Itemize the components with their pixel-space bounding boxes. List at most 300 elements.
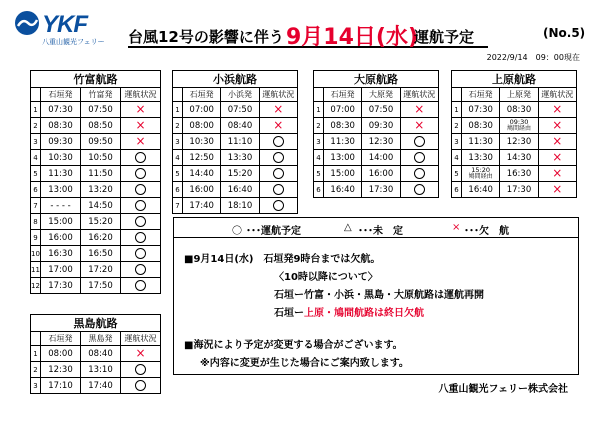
table-row	[452, 150, 577, 166]
status-cell	[121, 362, 161, 378]
operate-icon	[414, 136, 425, 147]
col-depart-island: 小浜発	[221, 88, 259, 102]
return-time: 17:30	[368, 184, 394, 195]
col-depart-ishigaki: 石垣発	[183, 88, 221, 102]
depart-cell	[41, 346, 81, 362]
status-cell	[121, 118, 161, 134]
table-row	[314, 118, 439, 134]
status-cell	[259, 182, 297, 198]
route-table-kuroshima	[30, 314, 161, 394]
operate-icon	[414, 152, 425, 163]
col-depart-ishigaki: 石垣発	[462, 88, 500, 102]
return-cell	[500, 150, 538, 166]
status-cell	[121, 134, 161, 150]
table-row	[314, 102, 439, 118]
status-cell	[259, 134, 297, 150]
row-number: 11	[31, 262, 41, 278]
return-cell	[362, 102, 400, 118]
cancel-icon: ×	[414, 118, 425, 133]
operate-icon	[414, 168, 425, 179]
cancel-icon: ×	[552, 182, 563, 197]
row-number: 3	[31, 134, 41, 150]
return-time: 08:50	[88, 120, 113, 131]
return-time: 18:10	[227, 200, 253, 211]
status-cell	[538, 102, 576, 118]
row-number: 6	[452, 182, 462, 198]
table-row	[31, 214, 161, 230]
depart-cell	[183, 118, 221, 134]
status-cell	[121, 166, 161, 182]
return-time: 14:30	[506, 152, 532, 163]
return-cell	[362, 134, 400, 150]
operate-icon	[135, 364, 146, 375]
wave-logo-icon	[14, 10, 40, 36]
return-time: 17:30	[506, 184, 532, 195]
depart-cell	[324, 166, 362, 182]
row-number: 4	[452, 150, 462, 166]
return-cell	[500, 102, 538, 118]
table-row	[452, 166, 577, 182]
status-cell	[121, 214, 161, 230]
notice-line-6: ※内容に変更が生じた場合にご案内致します。	[200, 358, 409, 369]
route-table-taketomi	[30, 70, 161, 294]
table-row	[173, 134, 298, 150]
table-row	[31, 166, 161, 182]
legend-cancel-symbol: ×	[452, 222, 461, 233]
row-number: 1	[173, 102, 183, 118]
depart-time: 08:30	[468, 120, 493, 131]
table-row	[31, 118, 161, 134]
return-time: 17:20	[88, 264, 113, 275]
logo-subtitle: 八重山観光フェリー	[42, 38, 105, 46]
col-status: 運航状況	[538, 88, 576, 102]
col-depart-island: 上原発	[500, 88, 538, 102]
row-number: 8	[31, 214, 41, 230]
row-number: 4	[31, 150, 41, 166]
row-number: 5	[173, 166, 183, 182]
return-time: 15:20	[88, 216, 113, 227]
depart-cell	[41, 198, 81, 214]
status-cell	[259, 198, 297, 214]
depart-cell	[41, 166, 81, 182]
col-depart-ishigaki: 石垣発	[324, 88, 362, 102]
return-cell	[500, 134, 538, 150]
status-cell	[400, 150, 438, 166]
col-status: 運航状況	[121, 332, 161, 346]
depart-cell	[462, 182, 500, 198]
depart-time: 15:20	[471, 166, 491, 174]
row-number: 5	[314, 166, 324, 182]
status-cell	[121, 246, 161, 262]
depart-time: 07:30	[48, 104, 73, 115]
depart-time: 13:00	[330, 152, 355, 163]
return-cell	[81, 134, 121, 150]
return-cell	[81, 182, 121, 198]
return-cell	[81, 378, 121, 394]
table-row	[31, 198, 161, 214]
operate-icon	[135, 280, 146, 291]
table-row	[31, 182, 161, 198]
status-cell	[121, 346, 161, 362]
status-legend	[174, 218, 578, 238]
operate-icon	[414, 184, 425, 195]
col-num	[314, 88, 324, 102]
col-status: 運航状況	[400, 88, 438, 102]
return-cell	[221, 198, 259, 214]
row-number: 2	[452, 118, 462, 134]
col-depart-ishigaki: 石垣発	[41, 88, 81, 102]
row-number: 3	[173, 134, 183, 150]
status-cell	[121, 150, 161, 166]
depart-time: 07:00	[330, 104, 355, 115]
notice-line-2: 〈10時以降について〉	[274, 272, 378, 283]
return-time: 16:30	[506, 168, 532, 179]
operate-icon	[135, 380, 146, 391]
status-cell	[259, 118, 297, 134]
return-time: 08:40	[88, 348, 113, 359]
status-cell	[121, 378, 161, 394]
return-cell	[221, 150, 259, 166]
col-num	[173, 88, 183, 102]
table-row	[31, 346, 161, 362]
depart-cell	[462, 134, 500, 150]
notice-line-5: ■海況により予定が変更する場合がございます。	[184, 340, 403, 351]
return-cell	[362, 118, 400, 134]
row-number: 6	[31, 182, 41, 198]
depart-time: 08:00	[48, 348, 73, 359]
operate-icon	[273, 200, 284, 211]
return-cell	[81, 346, 121, 362]
depart-time: 16:00	[48, 232, 73, 243]
table-row	[31, 230, 161, 246]
row-number: 6	[173, 182, 183, 198]
table-row	[173, 150, 298, 166]
table-row	[31, 362, 161, 378]
status-cell	[121, 278, 161, 294]
return-time: 16:50	[88, 248, 113, 259]
return-time: 07:50	[227, 104, 253, 115]
depart-cell	[183, 166, 221, 182]
via-note: 鳩間経由	[468, 173, 493, 180]
depart-cell	[41, 102, 81, 118]
status-cell	[121, 102, 161, 118]
depart-time: 16:00	[189, 184, 214, 195]
operate-icon	[135, 216, 146, 227]
return-time: 16:40	[227, 184, 253, 195]
row-number: 10	[31, 246, 41, 262]
return-cell	[221, 182, 259, 198]
page-title	[128, 20, 488, 48]
operate-icon	[135, 232, 146, 243]
depart-cell	[183, 198, 221, 214]
return-time: 13:20	[88, 184, 113, 195]
row-number: 3	[452, 134, 462, 150]
depart-time: 16:40	[468, 184, 493, 195]
return-time: 16:00	[368, 168, 394, 179]
status-cell	[259, 102, 297, 118]
status-cell	[538, 166, 576, 182]
return-cell	[362, 150, 400, 166]
depart-cell	[324, 102, 362, 118]
notice-line-4-prefix: 石垣ー	[274, 308, 304, 319]
return-time: 17:50	[88, 280, 113, 291]
return-cell	[362, 182, 400, 198]
depart-time: 16:30	[48, 248, 73, 259]
return-cell	[81, 214, 121, 230]
depart-cell	[462, 150, 500, 166]
return-time: 07:50	[368, 104, 394, 115]
table-row	[452, 102, 577, 118]
route-table-ohara	[313, 70, 439, 198]
return-cell	[221, 166, 259, 182]
depart-time: 12:30	[48, 364, 73, 375]
depart-time: 13:30	[468, 152, 493, 163]
edition-number: (No.5)	[543, 26, 586, 40]
operate-icon	[135, 168, 146, 179]
table-row	[173, 166, 298, 182]
return-cell	[81, 198, 121, 214]
return-time: 09:30	[509, 118, 529, 126]
return-time: 15:20	[227, 168, 253, 179]
row-number: 1	[31, 102, 41, 118]
depart-cell	[462, 118, 500, 134]
row-number: 2	[314, 118, 324, 134]
cancel-icon: ×	[552, 166, 563, 181]
status-cell	[121, 182, 161, 198]
depart-time: 13:00	[48, 184, 73, 195]
table-row	[452, 118, 577, 134]
operate-icon	[135, 248, 146, 259]
depart-time: 17:10	[48, 380, 73, 391]
depart-cell	[462, 102, 500, 118]
notice-line-3: 石垣ー竹富・小浜・黒島・大原航路は運航再開	[274, 290, 484, 301]
operate-icon	[273, 152, 284, 163]
row-number: 5	[452, 166, 462, 182]
return-time: 12:30	[368, 136, 394, 147]
route-title: 小浜航路	[173, 71, 298, 88]
notice-line-4	[274, 304, 424, 319]
cancel-icon: ×	[552, 150, 563, 165]
return-time: 08:40	[227, 120, 253, 131]
row-number: 2	[31, 118, 41, 134]
return-time: 17:40	[88, 380, 113, 391]
col-depart-ishigaki: 石垣発	[41, 332, 81, 346]
return-cell	[500, 166, 538, 182]
row-number: 4	[314, 150, 324, 166]
table-row	[31, 278, 161, 294]
return-time: 09:50	[88, 136, 113, 147]
depart-cell	[41, 182, 81, 198]
return-cell	[81, 246, 121, 262]
depart-cell	[41, 118, 81, 134]
table-row	[31, 134, 161, 150]
return-time: 08:30	[506, 104, 532, 115]
return-cell	[81, 230, 121, 246]
row-number: 5	[31, 166, 41, 182]
return-cell	[362, 166, 400, 182]
cancel-icon: ×	[552, 102, 563, 117]
operate-icon	[273, 136, 284, 147]
depart-time: 17:00	[48, 264, 73, 275]
status-cell	[400, 134, 438, 150]
status-cell	[259, 150, 297, 166]
table-row	[173, 182, 298, 198]
depart-cell	[462, 166, 500, 182]
operate-icon	[135, 184, 146, 195]
depart-cell	[41, 378, 81, 394]
depart-time: - - - -	[50, 200, 71, 211]
status-cell	[121, 198, 161, 214]
status-cell	[121, 262, 161, 278]
depart-time: 12:50	[189, 152, 214, 163]
status-cell	[538, 134, 576, 150]
company-name: 八重山観光フェリー株式会社	[438, 384, 568, 395]
cancel-icon: ×	[552, 118, 563, 133]
legend-operate-symbol: 〇	[232, 226, 242, 237]
col-status: 運航状況	[259, 88, 297, 102]
return-cell	[81, 262, 121, 278]
depart-time: 15:00	[48, 216, 73, 227]
status-cell	[259, 166, 297, 182]
depart-cell	[41, 214, 81, 230]
col-status: 運航状況	[121, 88, 161, 102]
cancel-icon: ×	[414, 102, 425, 117]
depart-cell	[183, 150, 221, 166]
notice-line-1: ■9月14日(水) 石垣発9時台までは欠航。	[184, 254, 381, 265]
return-cell	[221, 118, 259, 134]
route-title: 上原航路	[452, 71, 577, 88]
depart-cell	[324, 150, 362, 166]
as-of-timestamp: 2022/9/14 09：00現在	[486, 53, 580, 62]
cancel-icon: ×	[135, 118, 146, 133]
operate-icon	[135, 152, 146, 163]
depart-time: 08:30	[330, 120, 355, 131]
operate-icon	[273, 184, 284, 195]
depart-cell	[324, 134, 362, 150]
depart-time: 11:30	[468, 136, 493, 147]
route-title: 大原航路	[314, 71, 439, 88]
cancel-icon: ×	[135, 102, 146, 117]
cancel-icon: ×	[135, 346, 146, 361]
col-depart-island: 黒島発	[81, 332, 121, 346]
depart-cell	[41, 262, 81, 278]
row-number: 1	[452, 102, 462, 118]
company-logo	[14, 10, 124, 50]
return-cell	[500, 182, 538, 198]
depart-cell	[324, 118, 362, 134]
return-cell	[81, 150, 121, 166]
depart-time: 11:30	[48, 168, 73, 179]
status-cell	[538, 118, 576, 134]
return-cell	[221, 134, 259, 150]
return-time: 11:50	[88, 168, 113, 179]
return-time: 07:50	[88, 104, 113, 115]
cancel-icon: ×	[273, 102, 284, 117]
title-date: 9月14日(水)	[286, 25, 419, 50]
table-row	[314, 166, 439, 182]
return-cell	[81, 362, 121, 378]
row-number: 7	[31, 198, 41, 214]
row-number: 9	[31, 230, 41, 246]
operate-icon	[135, 264, 146, 275]
legend-undecided: ･･･未 定	[358, 226, 403, 237]
return-cell	[81, 278, 121, 294]
table-row	[173, 102, 298, 118]
col-depart-island: 竹富発	[81, 88, 121, 102]
return-time: 10:50	[88, 152, 113, 163]
depart-cell	[41, 150, 81, 166]
row-number: 1	[31, 346, 41, 362]
depart-time: 14:40	[189, 168, 214, 179]
return-cell	[81, 118, 121, 134]
legend-cancel: ･･･欠 航	[464, 226, 509, 237]
return-time: 14:00	[368, 152, 394, 163]
row-number: 3	[31, 378, 41, 394]
depart-cell	[41, 230, 81, 246]
depart-cell	[41, 246, 81, 262]
status-cell	[400, 102, 438, 118]
depart-cell	[183, 182, 221, 198]
table-row	[173, 198, 298, 214]
row-number: 12	[31, 278, 41, 294]
depart-time: 15:00	[330, 168, 355, 179]
table-row	[31, 378, 161, 394]
return-cell	[81, 102, 121, 118]
return-cell	[500, 118, 538, 134]
table-row	[452, 134, 577, 150]
depart-time: 16:40	[330, 184, 355, 195]
status-cell	[538, 150, 576, 166]
cancel-icon: ×	[552, 134, 563, 149]
row-number: 2	[31, 362, 41, 378]
title-suffix: 運航予定	[414, 28, 475, 46]
via-note: 鳩間経由	[506, 125, 531, 132]
col-depart-island: 大原発	[362, 88, 400, 102]
legend-operate: ･･･運航予定	[246, 226, 301, 237]
return-time: 14:50	[88, 200, 113, 211]
return-time: 13:30	[227, 152, 253, 163]
depart-time: 17:30	[48, 280, 73, 291]
status-cell	[400, 118, 438, 134]
depart-cell	[41, 362, 81, 378]
status-cell	[400, 166, 438, 182]
operate-icon	[135, 200, 146, 211]
return-time: 16:20	[88, 232, 113, 243]
return-time: 13:10	[88, 364, 113, 375]
depart-cell	[183, 134, 221, 150]
depart-time: 17:40	[189, 200, 214, 211]
depart-time: 10:30	[48, 152, 73, 163]
route-title: 竹富航路	[31, 71, 161, 88]
row-number: 4	[173, 150, 183, 166]
table-row	[31, 150, 161, 166]
row-number: 6	[314, 182, 324, 198]
operate-icon	[273, 168, 284, 179]
row-number: 2	[173, 118, 183, 134]
return-time: 11:10	[227, 136, 253, 147]
depart-time: 08:30	[48, 120, 73, 131]
status-cell	[538, 182, 576, 198]
route-table-kohama	[172, 70, 298, 214]
table-row	[314, 134, 439, 150]
col-num	[31, 332, 41, 346]
notice-box	[173, 217, 579, 375]
table-row	[452, 182, 577, 198]
table-row	[314, 182, 439, 198]
table-row	[31, 102, 161, 118]
col-num	[452, 88, 462, 102]
cancel-icon: ×	[273, 118, 284, 133]
